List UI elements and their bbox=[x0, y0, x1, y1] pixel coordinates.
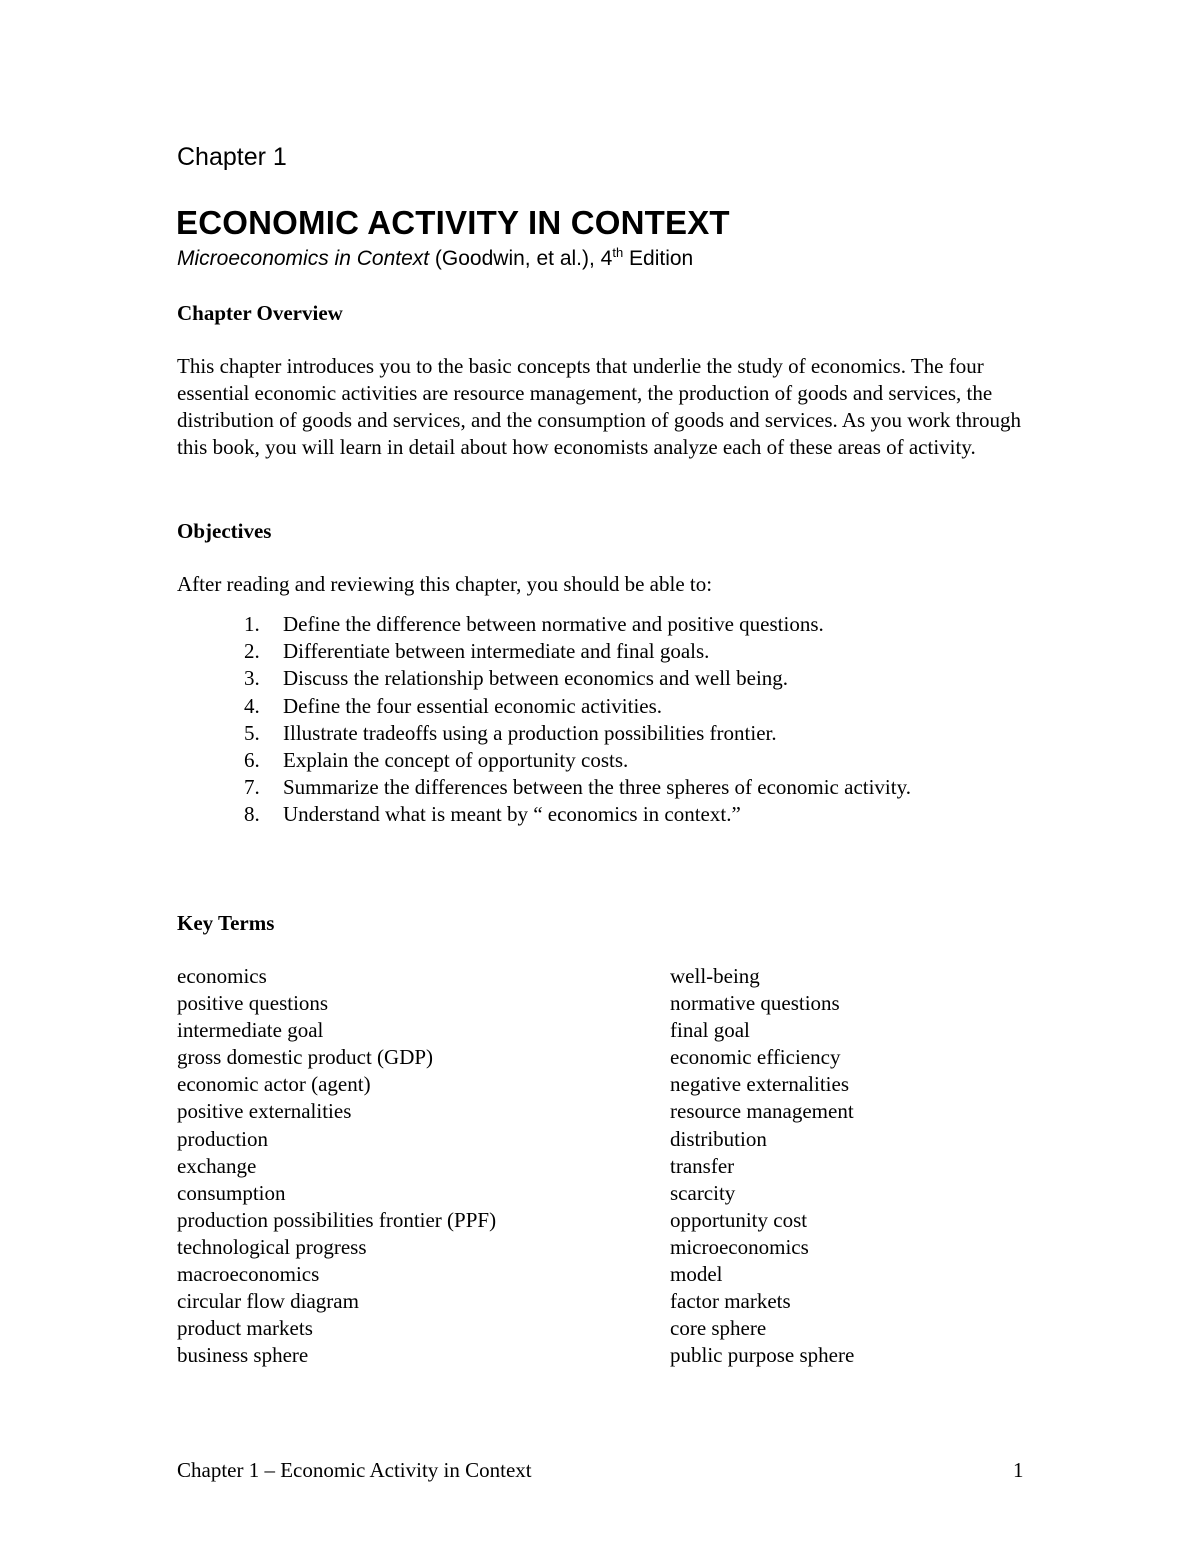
key-term: positive questions bbox=[177, 991, 329, 1016]
key-term: factor markets bbox=[670, 1289, 791, 1314]
objective-number: 1. bbox=[244, 612, 260, 636]
objectives-list bbox=[244, 611, 911, 829]
key-term: distribution bbox=[670, 1126, 767, 1151]
chapter-label: Chapter 1 bbox=[177, 143, 287, 171]
key-term: resource management bbox=[670, 1099, 854, 1124]
objective-number: 3. bbox=[244, 666, 260, 691]
book-title: Microeconomics in Context bbox=[177, 247, 430, 270]
objective-number: 8. bbox=[244, 802, 260, 827]
key-term: technological progress bbox=[177, 1234, 367, 1259]
key-term: exchange bbox=[177, 1153, 257, 1178]
edition-superscript: th bbox=[612, 245, 624, 260]
objective-item bbox=[244, 747, 911, 774]
objective-item bbox=[244, 693, 911, 720]
objective-text: Illustrate tradeoffs using a production possibilities frontier. bbox=[283, 720, 777, 745]
key-term: microeconomics bbox=[670, 1234, 809, 1259]
objective-item bbox=[244, 774, 911, 801]
key-term: economic efficiency bbox=[670, 1045, 841, 1070]
objective-text: Understand what is meant by “ economics in context.” bbox=[283, 802, 741, 827]
objective-text: Discuss the relationship between economics and well being. bbox=[283, 666, 789, 691]
key-term: economics bbox=[177, 964, 267, 988]
objective-item bbox=[244, 638, 911, 665]
key-term: consumption bbox=[177, 1180, 286, 1205]
subtitle-edition: Edition bbox=[623, 247, 694, 270]
footer-chapter-title: Chapter 1 – Economic Activity in Context bbox=[177, 1458, 532, 1482]
key-term: scarcity bbox=[670, 1180, 736, 1205]
key-term: model bbox=[670, 1262, 723, 1287]
key-term: economic actor (agent) bbox=[177, 1072, 371, 1097]
objective-text: Define the four essential economic activities. bbox=[283, 693, 663, 718]
objectives-intro: After reading and reviewing this chapter, you should be able to: bbox=[177, 572, 713, 596]
key-term: positive externalities bbox=[177, 1099, 352, 1124]
key-term: macroeconomics bbox=[177, 1262, 320, 1287]
key-term: circular flow diagram bbox=[177, 1289, 359, 1314]
key-term: production possibilities frontier (PPF) bbox=[177, 1207, 497, 1232]
key-term: negative externalities bbox=[670, 1072, 850, 1097]
key-term: production bbox=[177, 1126, 268, 1151]
chapter-title: ECONOMIC ACTIVITY IN CONTEXT bbox=[176, 204, 730, 241]
key-term: intermediate goal bbox=[177, 1018, 324, 1043]
key-terms-right-column bbox=[670, 963, 854, 1369]
key-term: public purpose sphere bbox=[670, 1343, 855, 1368]
footer-page-number: 1 bbox=[1013, 1458, 1024, 1482]
objective-number: 2. bbox=[244, 639, 260, 664]
objective-number: 7. bbox=[244, 775, 260, 800]
overview-paragraph: This chapter introduces you to the basic concepts that underlie the study of economics. The four essential economic activities are resource management, the production of goods and services, the distribution of goods and services, and the consumption of goods and services. As you work through this book, you will learn in detail about how economists analyze each of these areas of activity. bbox=[177, 354, 1021, 459]
objective-text: Summarize the differences between the three spheres of economic activity. bbox=[283, 775, 911, 800]
objective-text: Differentiate between intermediate and final goals. bbox=[283, 639, 710, 664]
key-term: gross domestic product (GDP) bbox=[177, 1045, 434, 1070]
objective-text: Define the difference between normative and positive questions. bbox=[283, 612, 824, 636]
objective-number: 5. bbox=[244, 720, 260, 745]
key-terms-left-column bbox=[177, 963, 496, 1369]
objective-text: Explain the concept of opportunity costs. bbox=[283, 748, 629, 773]
objective-number: 4. bbox=[244, 693, 260, 718]
key-term: well-being bbox=[670, 964, 760, 988]
objective-item bbox=[244, 665, 911, 692]
key-term: opportunity cost bbox=[670, 1207, 808, 1232]
overview-heading: Chapter Overview bbox=[177, 301, 343, 325]
objective-number: 6. bbox=[244, 748, 260, 773]
subtitle-authors: (Goodwin, et al.), 4 bbox=[429, 247, 613, 270]
key-term: product markets bbox=[177, 1316, 313, 1341]
objective-item bbox=[244, 611, 911, 638]
objectives-heading: Objectives bbox=[177, 519, 272, 543]
key-term: business sphere bbox=[177, 1343, 309, 1368]
subtitle bbox=[177, 245, 693, 275]
key-term: normative questions bbox=[670, 991, 840, 1016]
objective-item bbox=[244, 801, 911, 828]
key-term: final goal bbox=[670, 1018, 750, 1043]
key-term: transfer bbox=[670, 1153, 735, 1178]
objective-item bbox=[244, 720, 911, 747]
key-terms-heading: Key Terms bbox=[177, 911, 275, 935]
key-term: core sphere bbox=[670, 1316, 767, 1341]
